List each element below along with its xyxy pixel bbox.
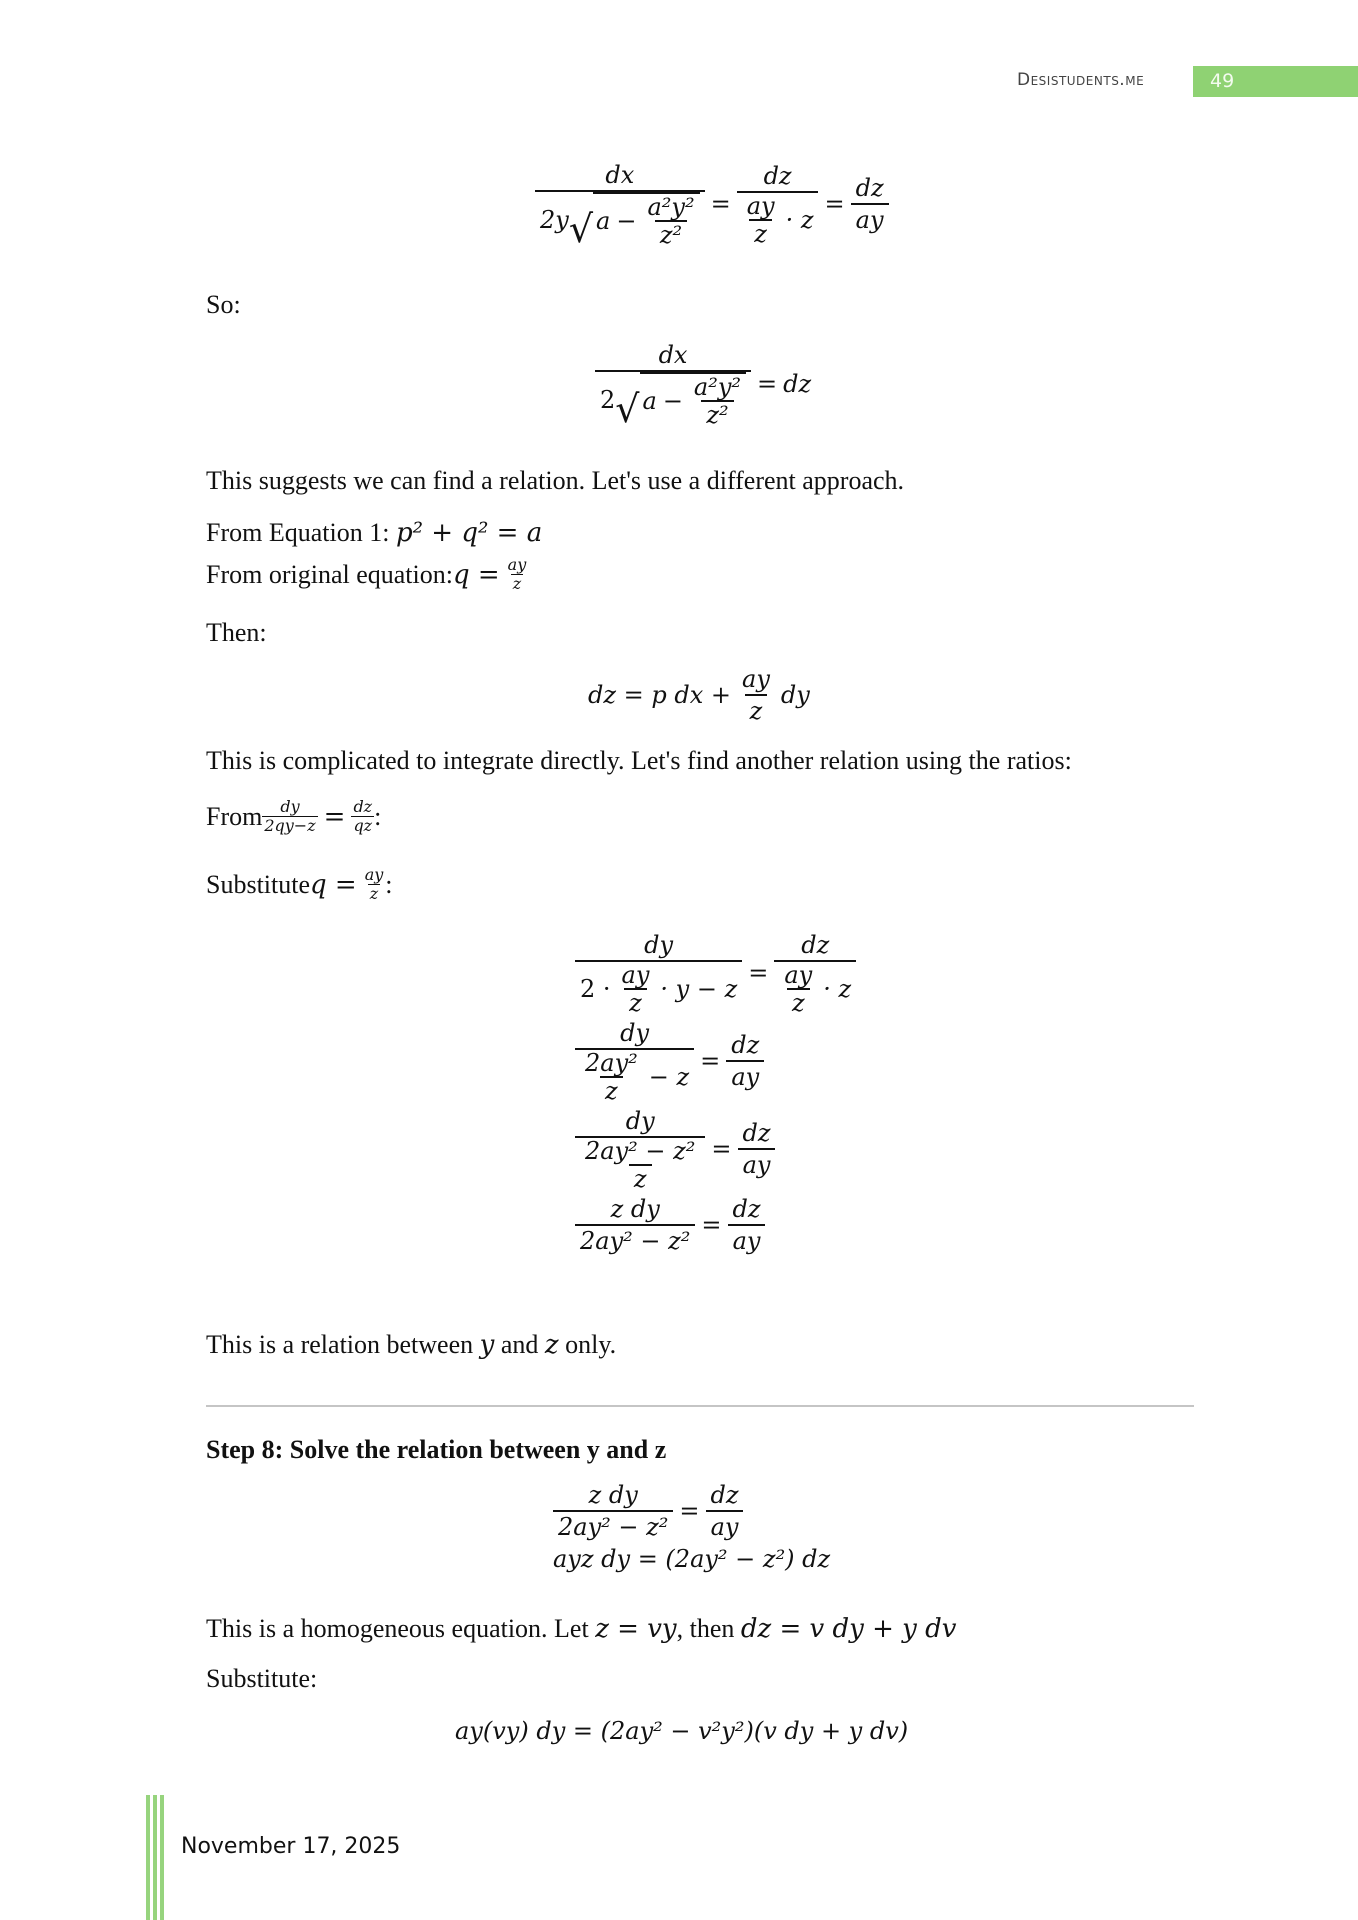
denominator: ay	[851, 203, 889, 235]
math: p² + q² = a	[395, 518, 543, 548]
label: From Equation 1:	[206, 518, 396, 547]
text-suggests: This suggests we can find a relation. Let's use a different approach.	[206, 466, 905, 495]
equals: =	[700, 1047, 721, 1075]
text: This is a relation between	[206, 1330, 480, 1359]
math: y	[479, 1330, 495, 1360]
colon: :	[385, 869, 393, 899]
sqrt	[568, 192, 700, 251]
numerator: ay	[784, 961, 813, 989]
equation-4-row-4	[575, 1194, 766, 1256]
equation-5-block	[553, 1480, 830, 1574]
equals: =	[323, 801, 346, 832]
denominator: z	[624, 988, 647, 1016]
text: only.	[558, 1330, 617, 1359]
radical-sign-icon: √	[615, 387, 640, 431]
equation-4	[575, 930, 856, 1256]
equation-5	[553, 1480, 744, 1542]
denominator: z	[745, 694, 768, 726]
denominator: z	[512, 574, 522, 593]
numerator: 2ay² − z²	[585, 1137, 696, 1165]
math: z	[544, 1330, 559, 1360]
denominator: z	[629, 1164, 652, 1192]
denominator	[535, 190, 705, 251]
denominator: z	[749, 219, 772, 247]
section-heading-step-8: Step 8: Solve the relation between y and z	[206, 1435, 667, 1464]
equals: =	[748, 959, 769, 987]
equation-3	[588, 664, 810, 726]
colon: :	[374, 801, 382, 831]
numerator: dx	[605, 161, 635, 189]
footer-date: November 17, 2025	[181, 1834, 401, 1859]
term: · z	[823, 975, 852, 1003]
footer-bar	[160, 1795, 164, 1920]
denominator: ay	[726, 1060, 764, 1092]
text-from-eq1	[206, 518, 542, 548]
operator: −	[616, 207, 637, 235]
numerator: dz	[732, 1195, 761, 1223]
text-complicated: This is complicated to integrate directly. Let's find another relation using the ratios:	[206, 746, 1072, 775]
term: · y − z	[660, 975, 738, 1003]
numerator: dz	[855, 174, 884, 202]
text-so: So:	[206, 290, 241, 319]
numerator: dy	[644, 931, 674, 959]
denominator: 2qy−z	[264, 816, 316, 835]
equation-4-row-3	[575, 1106, 776, 1192]
numerator: dz	[801, 931, 830, 959]
numerator: dz	[763, 162, 792, 190]
label: From	[206, 801, 263, 831]
equation-6: ay(vy) dy = (2ay² − v²y²)(v dy + y dv)	[455, 1717, 909, 1745]
equals: =	[701, 1211, 722, 1239]
equation-1	[535, 160, 889, 251]
math: q =	[452, 559, 500, 590]
term: dz	[783, 370, 812, 398]
page-number: 49	[1210, 70, 1235, 92]
numerator: ay	[364, 865, 384, 884]
denominator: 2ay² − z²	[553, 1510, 673, 1542]
footer-bar	[146, 1795, 150, 1920]
equals: =	[757, 370, 778, 398]
denominator	[737, 191, 819, 247]
equation-4-row-1	[575, 930, 856, 1016]
section-divider	[206, 1405, 1194, 1407]
term: dz = p dx +	[588, 681, 732, 709]
denominator: ay	[738, 1148, 776, 1180]
numerator: 2ay²	[585, 1049, 638, 1077]
operator: −	[662, 387, 683, 415]
term: a	[642, 387, 657, 415]
numerator: dy	[625, 1107, 655, 1135]
equals: =	[711, 1135, 732, 1163]
site-name: Desistudents.me	[1017, 70, 1145, 90]
numerator: a²y²	[647, 193, 695, 221]
numerator: dz	[731, 1031, 760, 1059]
denominator: z²	[701, 400, 733, 428]
radical-sign-icon: √	[568, 207, 594, 251]
text-substitute-q	[206, 866, 393, 903]
term: 2 ·	[580, 975, 611, 1003]
fraction	[535, 160, 705, 251]
label: From original equation:	[206, 559, 453, 589]
math: dz = v dy + y dv	[740, 1614, 957, 1644]
equals: =	[679, 1497, 700, 1525]
numerator: dy	[620, 1019, 650, 1047]
numerator: z dy	[588, 1481, 638, 1509]
denominator: ay	[706, 1510, 744, 1542]
equals: =	[824, 190, 845, 218]
numerator: ay	[621, 961, 650, 989]
denominator: qz	[353, 816, 373, 835]
denominator: z	[369, 884, 379, 903]
coef: 2y	[540, 206, 569, 234]
text: This is a homogeneous equation. Let	[206, 1614, 596, 1643]
numerator: dz	[710, 1481, 739, 1509]
numerator: ay	[746, 192, 775, 220]
coef: 2	[600, 386, 616, 414]
text: and	[494, 1330, 545, 1359]
equation-2	[595, 340, 812, 431]
equation-5-line-2: ayz dy = (2ay² − z²) dz	[553, 1545, 831, 1573]
equation-4-row-2	[575, 1018, 764, 1104]
math: z = vy	[595, 1614, 677, 1644]
label: Substitute	[206, 869, 311, 899]
denominator: 2ay² − z²	[575, 1224, 695, 1256]
footer-bar	[153, 1795, 157, 1920]
numerator: z dy	[610, 1195, 660, 1223]
term: dy	[780, 681, 810, 709]
math: q =	[310, 869, 357, 900]
denominator: z²	[655, 220, 687, 248]
text-homogeneous	[206, 1614, 956, 1644]
denominator: z	[787, 988, 810, 1016]
denominator: z	[600, 1076, 623, 1104]
equals: =	[710, 190, 731, 218]
term: a	[596, 207, 611, 235]
term: · z	[785, 206, 814, 234]
numerator: dx	[658, 341, 688, 369]
denominator: ay	[728, 1224, 766, 1256]
term: − z	[648, 1063, 690, 1091]
numerator: ay	[507, 555, 527, 574]
numerator: ay	[742, 665, 770, 693]
text-substitute: Substitute:	[206, 1664, 318, 1693]
numerator: dz	[353, 797, 373, 816]
numerator: a²y²	[693, 373, 742, 401]
text-from-ratio	[206, 798, 381, 835]
numerator: dy	[280, 797, 300, 816]
text-then: Then:	[206, 618, 267, 647]
text-from-original	[206, 556, 528, 593]
text: , then	[676, 1614, 741, 1643]
denominator	[595, 370, 751, 431]
numerator: dz	[742, 1119, 771, 1147]
text-relation	[206, 1330, 616, 1360]
